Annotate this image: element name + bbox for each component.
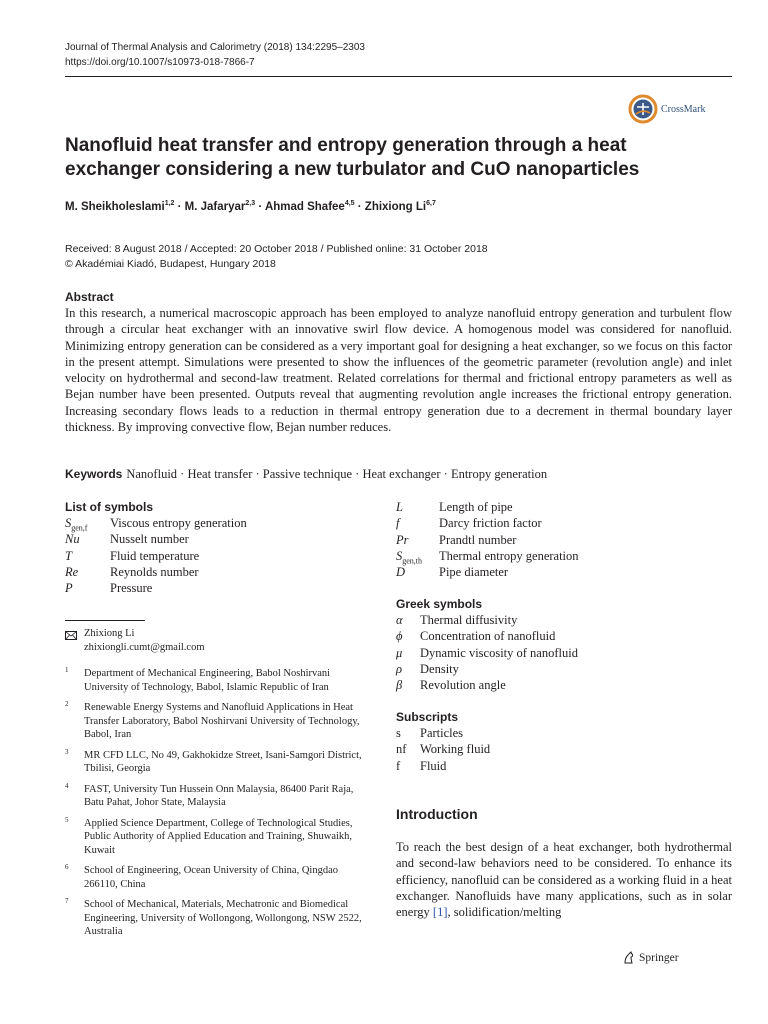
symbol: Pr <box>396 532 409 547</box>
author-name[interactable]: M. Sheikholeslami$^{1,2}$ <box>65 200 175 213</box>
introduction-text <box>396 839 732 920</box>
symbols-list-left <box>65 515 365 596</box>
greek-symbol-item <box>396 661 732 677</box>
envelope-icon <box>65 631 77 640</box>
intro-text-part: , solidification/melting <box>447 905 562 920</box>
symbol-definition: Fluid temperature <box>110 548 200 563</box>
symbol: s <box>396 726 401 740</box>
symbol-item <box>396 548 732 564</box>
symbol-item <box>396 532 732 548</box>
symbol-item <box>65 548 365 564</box>
symbol-definition: Particles <box>420 726 464 740</box>
affiliation-number: 2 <box>65 700 69 708</box>
symbol-definition: Reynolds number <box>110 564 199 579</box>
subscripts-list <box>396 725 732 774</box>
keyword-separator: · <box>440 467 451 481</box>
author-affiliation-marker: 1,2 <box>164 200 175 207</box>
affiliation-text: School of Engineering, Ocean University of China, Qingdao 266110, China <box>84 865 338 890</box>
symbol: μ <box>396 645 403 660</box>
affiliation-text: Applied Science Department, College of Technological Studies, Public Authority of Applied Education and Training, Shuwaikh, Kuwait <box>84 817 353 856</box>
symbol-definition: Viscous entropy generation <box>110 516 247 530</box>
crossmark-icon <box>628 94 658 124</box>
crossmark-badge[interactable] <box>628 92 738 126</box>
greek-symbol-item <box>396 645 732 661</box>
corresponding-author-name: Zhixiong Li <box>84 628 135 639</box>
symbol: ϕ <box>396 629 403 644</box>
symbols-heading: List of symbols <box>65 500 154 514</box>
affiliation-number: 6 <box>65 863 69 871</box>
author-list <box>65 200 436 213</box>
author-affiliation-marker: 6,7 <box>426 200 436 207</box>
subscript-item <box>396 725 732 741</box>
symbol: α <box>396 613 403 627</box>
publisher-name: Springer <box>639 951 679 964</box>
symbol-definition: Darcy friction factor <box>439 516 542 531</box>
keyword-separator: · <box>352 467 363 481</box>
symbol: D <box>396 565 406 580</box>
subscript-item <box>396 758 732 774</box>
intro-text-part: To reach the best design of a heat exchanger, both hydrothermal and second-law behaviors need to be considered. To enhance its efficiency, nanofluid can be considered as a working fluid in a heat exchanger. Nanofluids have many applications, such as in solar energy <box>396 840 732 920</box>
affiliation <box>65 898 365 939</box>
article-dates <box>65 242 488 272</box>
symbol: Nu <box>65 532 80 547</box>
symbol-definition: Working fluid <box>420 742 491 757</box>
corresponding-author-email[interactable]: zhixiongli.cumt@gmail.com <box>84 642 205 653</box>
symbol-definition: Thermal diffusivity <box>420 613 518 627</box>
journal-header <box>65 40 365 70</box>
greek-symbols-list <box>396 612 732 693</box>
author-affiliation-marker: 4,5 <box>344 200 355 207</box>
keyword: Heat transfer <box>187 467 253 481</box>
keyword: Entropy generation <box>450 467 548 481</box>
affiliation <box>65 783 365 810</box>
article-title: Nanofluid heat transfer and entropy generation through a heat exchanger considering a new turbulator and CuO nanoparticles <box>65 135 640 180</box>
journal-citation: Journal of Thermal Analysis and Calorimetry (2018) 134:2295–2303 <box>65 42 365 53</box>
affiliation <box>65 667 365 694</box>
affiliation-text: FAST, University Tun Hussein Onn Malaysia, 86400 Parit Raja, Batu Pahat, Johor State, Malaysia <box>84 783 354 808</box>
symbol: T <box>65 548 72 563</box>
affiliation-number: 1 <box>65 666 69 674</box>
keywords-line <box>65 467 547 482</box>
author-name[interactable]: M. Jafaryar$^{2,3}$ <box>184 200 256 213</box>
symbol: Re <box>65 564 79 579</box>
affiliation-number: 4 <box>65 781 69 790</box>
symbol-definition: Concentration of nanofluid <box>420 629 556 644</box>
subscript-item <box>396 741 732 757</box>
affiliation <box>65 864 365 891</box>
symbol: $S_{gen,th}$ <box>396 548 423 566</box>
keyword-separator: · <box>252 467 263 481</box>
symbol-definition: Revolution angle <box>420 678 506 693</box>
symbol-item <box>65 515 365 531</box>
affiliation <box>65 817 365 858</box>
keyword-separator: · <box>177 467 188 481</box>
symbol-definition: Prandtl number <box>439 532 517 547</box>
author-separator: · <box>354 201 365 213</box>
affiliation-text: MR CFD LLC, No 49, Gakhokidze Street, Isani-Samgori District, Tbilisi, Georgia <box>84 749 362 774</box>
symbol: nf <box>396 742 407 757</box>
affiliations-list <box>65 667 365 946</box>
symbol-definition: Pipe diameter <box>439 565 509 580</box>
symbol-definition: Thermal entropy generation <box>439 548 579 563</box>
footnote-rule <box>65 620 145 621</box>
author-name[interactable]: Ahmad Shafee$^{4,5}$ <box>264 200 355 213</box>
abstract-heading: Abstract <box>65 290 114 304</box>
symbol: f <box>396 516 400 531</box>
keywords-list <box>126 467 547 481</box>
crossmark-label: CrossMark <box>661 103 706 115</box>
symbol: $S_{gen,f}$ <box>65 516 88 533</box>
affiliation-text: Department of Mechanical Engineering, Babol Noshirvani University of Technology, Babol, Islamic Republic of Iran <box>84 668 331 693</box>
symbols-list-right <box>396 499 732 580</box>
symbol-definition: Dynamic viscosity of nanofluid <box>420 645 578 660</box>
greek-symbol-item <box>396 628 732 644</box>
symbol-item <box>396 564 732 580</box>
symbol-definition: Nusselt number <box>110 532 189 547</box>
author-name[interactable]: Zhixiong Li$^{6,7}$ <box>364 200 436 213</box>
symbol-item <box>396 515 732 531</box>
publisher-logo <box>622 951 679 964</box>
symbol-item <box>65 564 365 580</box>
symbol-definition: Length of pipe <box>439 500 513 514</box>
abstract-text: In this research, a numerical macroscopic approach has been employed to analyze nanofluid entropy generation and turbulent flow through a circular heat exchanger with an innovative swirl flow device. A homogenous model was considered for nanofluid. Minimizing entropy generation can be considered as a very important goal for designing a heat exchanger, so we focus on this factor in the present attempt. Simulations were presented to show the influences of the geometric parameter (revolution angle) and inlet velocity on hydrothermal and second-law treatment. Related correlations for thermal and frictional entropy parameters as well as Bejan number have been presented. Outputs reveal that augmenting revolution angle increases the frictional entropy generation. Increasing secondary flows leads to a reduction in thermal entropy generation due to a decrement in thermal boundary layer thickness. By improving convective flow, Bejan number reduces. <box>65 306 732 435</box>
keyword: Passive technique <box>262 467 353 481</box>
symbol-subscript: gen,th <box>402 556 423 566</box>
reference-link[interactable]: [1] <box>432 905 448 920</box>
affiliation <box>65 749 365 776</box>
symbol: P <box>65 581 73 596</box>
author-affiliation-marker: 2,3 <box>245 200 256 207</box>
symbol: L <box>396 500 403 514</box>
symbol-item <box>65 531 365 547</box>
symbol-definition: Fluid <box>420 758 447 773</box>
affiliation-number: 7 <box>65 897 69 905</box>
symbol-definition: Density <box>420 661 459 676</box>
affiliation <box>65 701 365 742</box>
doi-link[interactable]: https://doi.org/10.1007/s10973-018-7866-7 <box>65 57 255 68</box>
copyright-line: © Akadémiai Kiadó, Budapest, Hungary 2018 <box>65 258 276 270</box>
keywords-heading: Keywords <box>65 467 123 481</box>
greek-symbol-item <box>396 612 732 628</box>
subscripts-heading: Subscripts <box>396 710 459 724</box>
affiliation-number: 5 <box>65 815 69 824</box>
affiliation-text: School of Mechanical, Materials, Mechatronic and Biomedical Engineering, University of Wollongong, Wollongong, NSW 2522, Australia <box>84 899 362 937</box>
author-separator: · <box>174 201 185 213</box>
author-separator: · <box>255 201 265 213</box>
symbol: ρ <box>396 661 402 676</box>
publication-history: Received: 8 August 2018 / Accepted: 20 October 2018 / Published online: 31 October 2018 <box>65 243 488 255</box>
greek-symbols-heading: Greek symbols <box>396 597 483 611</box>
introduction-heading: Introduction <box>396 806 478 822</box>
keyword: Nanofluid <box>126 467 178 481</box>
symbol-item <box>65 580 365 596</box>
symbol-subscript: gen,f <box>71 523 88 533</box>
symbol-item <box>396 499 732 515</box>
affiliation-text: Renewable Energy Systems and Nanofluid Applications in Heat Transfer Laboratory, Babol Noshirvani University of Technology, Babol, Iran <box>84 702 360 740</box>
affiliation-number: 3 <box>65 747 69 756</box>
symbol: f <box>396 758 401 773</box>
keyword: Heat exchanger <box>362 467 441 481</box>
symbol-definition: Pressure <box>110 581 153 596</box>
symbol: β <box>396 678 403 693</box>
greek-symbol-item <box>396 677 732 693</box>
header-rule <box>65 76 732 77</box>
springer-horse-icon <box>622 951 635 964</box>
